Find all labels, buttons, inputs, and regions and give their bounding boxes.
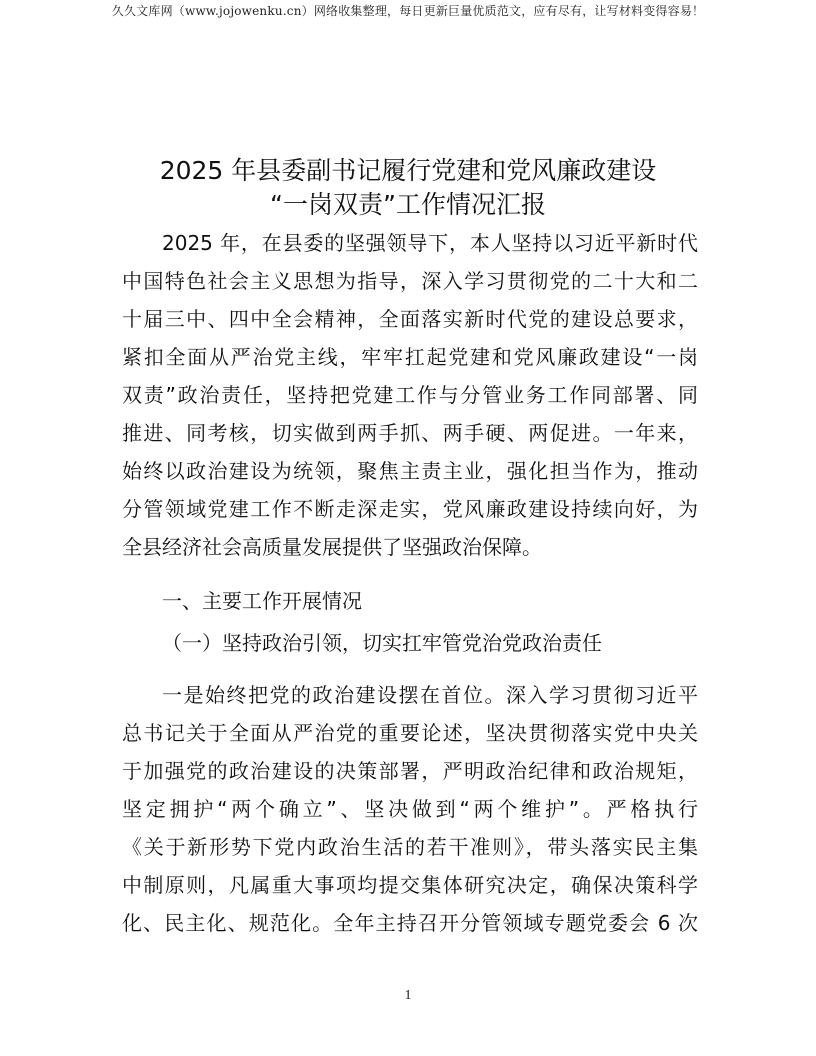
intro-line: 十届三中、四中全会精神，全面落实新时代党的建设总要求，	[122, 307, 698, 331]
body-line: 一是始终把党的政治建设摆在首位。深入学习贯彻习近平	[162, 683, 698, 707]
site-watermark-header: 久久文库网（www.jojowenku.cn）网络收集整理，每日更新巨量优质范文，应有尽有，让写材料变得容易！	[111, 4, 705, 18]
intro-line: 2025 年，在县委的坚强领导下，本人坚持以习近平新时代	[162, 231, 698, 255]
intro-line: 推进、同考核，切实做到两手抓、两手硬、两促进。一年来，	[122, 421, 698, 445]
page-number: 1	[404, 988, 412, 1003]
document-title-line-1: 2025 年县委副书记履行党建和党风廉政建设	[159, 156, 657, 185]
intro-line: 双责”政治责任，坚持把党建工作与分管业务工作同部署、同	[122, 383, 698, 407]
section-subheading: （一）坚持政治引领，切实扛牢管党治党政治责任	[162, 631, 602, 655]
intro-line: 中国特色社会主义思想为指导，深入学习贯彻党的二十大和二	[122, 269, 698, 293]
intro-line: 紧扣全面从严治党主线，牢牢扛起党建和党风廉政建设“一岗	[122, 345, 698, 369]
document-title-line-2: “一岗双责”工作情况汇报	[270, 190, 546, 219]
intro-line: 分管领域党建工作不断走深走实，党风廉政建设持续向好，为	[122, 497, 698, 521]
section-heading: 一、主要工作开展情况	[162, 589, 362, 613]
body-line: 化、民主化、规范化。全年主持召开分管领域专题党委会 6 次	[122, 911, 698, 935]
body-line: 中制原则，凡属重大事项均提交集体研究决定，确保决策科学	[122, 873, 698, 897]
body-line: 坚定拥护“两个确立”、坚决做到“两个维护”。严格执行	[122, 797, 698, 821]
body-line: 《关于新形势下党内政治生活的若干准则》，带头落实民主集	[122, 835, 698, 859]
intro-line: 始终以政治建设为统领，聚焦主责主业，强化担当作为，推动	[122, 459, 698, 483]
body-line: 于加强党的政治建设的决策部署，严明政治纪律和政治规矩，	[122, 759, 698, 783]
intro-line: 全县经济社会高质量发展提供了坚强政治保障。	[122, 535, 542, 559]
body-line: 总书记关于全面从严治党的重要论述，坚决贯彻落实党中央关	[122, 721, 698, 745]
